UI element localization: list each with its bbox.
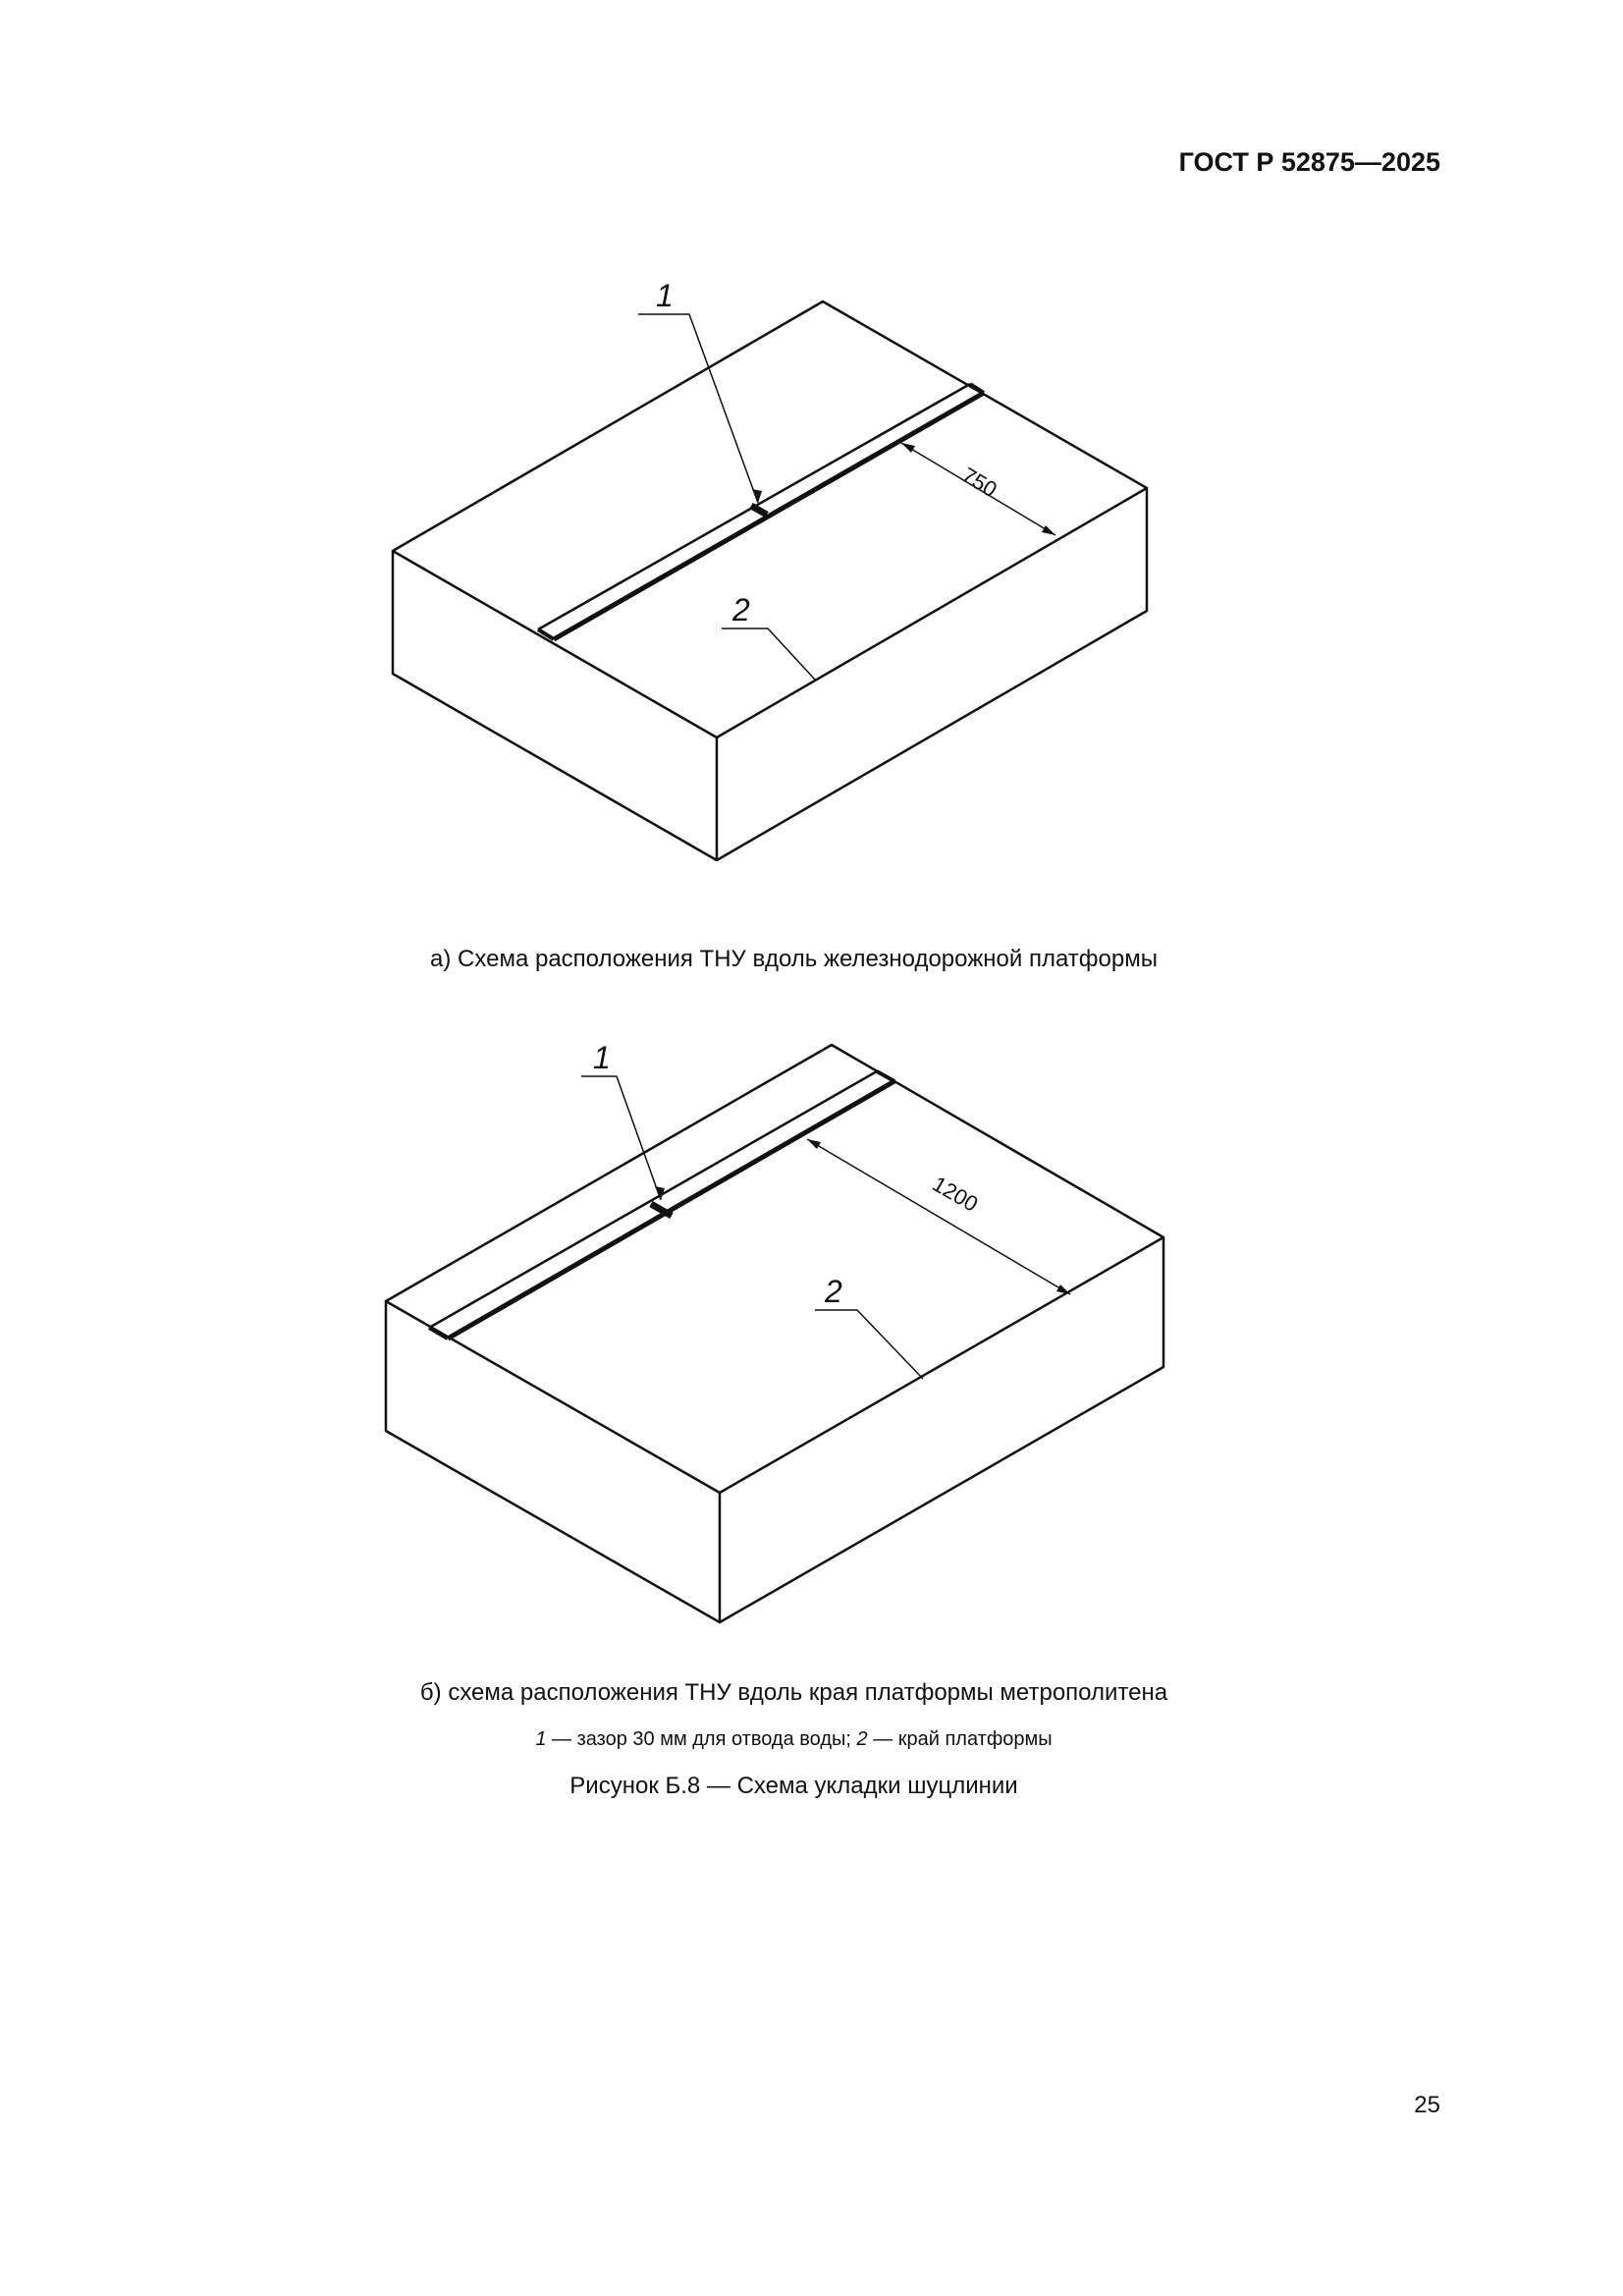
figure-legend [0, 1728, 1605, 1751]
figure-a-caption: а) Схема расположения ТНУ вдоль железнодорожной платформы [430, 946, 1158, 972]
document-header: ГОСТ Р 52875—2025 [1178, 147, 1440, 177]
platform-right-face [717, 488, 1147, 860]
callout-2-label: 2 [825, 1274, 842, 1309]
platform-top-face [393, 301, 1147, 738]
legend-text-1: — зазор 30 мм для отвода воды; [546, 1728, 857, 1750]
callout-1-leader [638, 314, 758, 503]
dimension-label-1200: 1200 [928, 1171, 983, 1217]
platform-left-face [393, 551, 717, 860]
platform-left-face [386, 1301, 720, 1622]
page-number: 25 [1414, 2092, 1440, 2118]
strip-edge-inner [554, 393, 984, 639]
callout-1-label: 1 [593, 1040, 611, 1075]
legend-key-2: 2 [856, 1728, 868, 1750]
dimension-label-750: 750 [957, 462, 1001, 503]
legend-key-1: 1 [535, 1728, 547, 1750]
figure-a-drawing [0, 246, 1623, 884]
platform-right-face [720, 1237, 1163, 1622]
callout-2-leader [722, 629, 815, 680]
callout-2-label: 2 [732, 592, 750, 628]
legend-text-2: — край платформы [867, 1728, 1053, 1750]
platform-top-face [386, 1045, 1163, 1493]
callout-1-label: 1 [656, 278, 674, 313]
callout-2-leader [815, 1310, 923, 1379]
figure-b-drawing [0, 992, 1623, 1660]
figure-b-caption: б) схема расположения ТНУ вдоль края платформы метрополитена [419, 1679, 1168, 1706]
strip-edge-outer [429, 1071, 877, 1328]
joint-marker [751, 506, 767, 515]
dimension-line-1200 [807, 1139, 1070, 1294]
figure-title: Рисунок Б.8 — Схема укладки шуцлинии [569, 1773, 1018, 1799]
